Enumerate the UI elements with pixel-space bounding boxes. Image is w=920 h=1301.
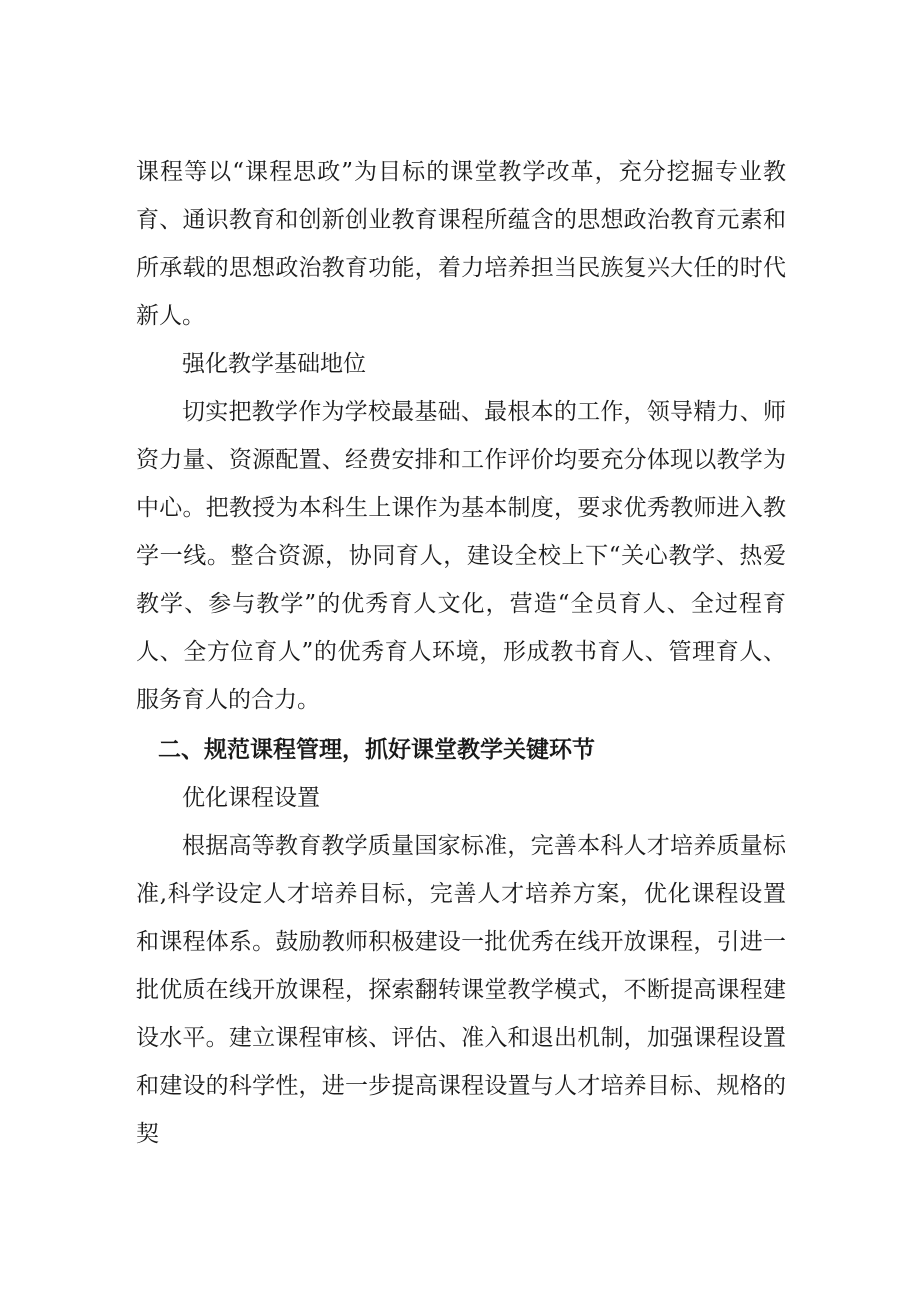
section-heading-course-management: 二、规范课程管理，抓好课堂教学关键环节 (158, 737, 595, 763)
subheading-teaching-foundation: 强化教学基础地位 (182, 351, 366, 377)
paragraph-optimize-courses: 根据高等教育教学质量国家标准，完善本科人才培养质量标准,科学设定人才培养目标，完善人才培养方案，优化课程设置和课程体系。鼓励教师积极建设一批优秀在线开放课程，引进一批优质在线开放课程，探索翻转课堂教学模式，不断提高课程建设水平。建立课程审核、评估、准入和退出机制，加强课程设置和建设的科学性，进一步提高课程设置与人才培养目标、规格的契 (136, 833, 786, 1147)
subheading-optimize-courses: 优化课程设置 (182, 785, 320, 811)
paragraph-continuation: 课程等以“课程思政”为目标的课堂教学改革，充分挖掘专业教育、通识教育和创新创业教育课程所蕴含的思想政治教育元素和所承载的思想政治教育功能，着力培养担当民族复兴大任的时代新人。 (136, 159, 786, 329)
paragraph-teaching-foundation: 切实把教学作为学校最基础、最根本的工作，领导精力、师资力量、资源配置、经费安排和工作评价均要充分体现以教学为中心。把教授为本科生上课作为基本制度，要求优秀教师进入教学一线。整合资源，协同育人，建设全校上下“关心教学、热爱教学、参与教学”的优秀育人文化，营造“全员育人、全过程育人、全方位育人”的优秀育人环境，形成教书育人、管理育人、服务育人的合力。 (136, 399, 786, 713)
document-page (136, 148, 786, 1158)
